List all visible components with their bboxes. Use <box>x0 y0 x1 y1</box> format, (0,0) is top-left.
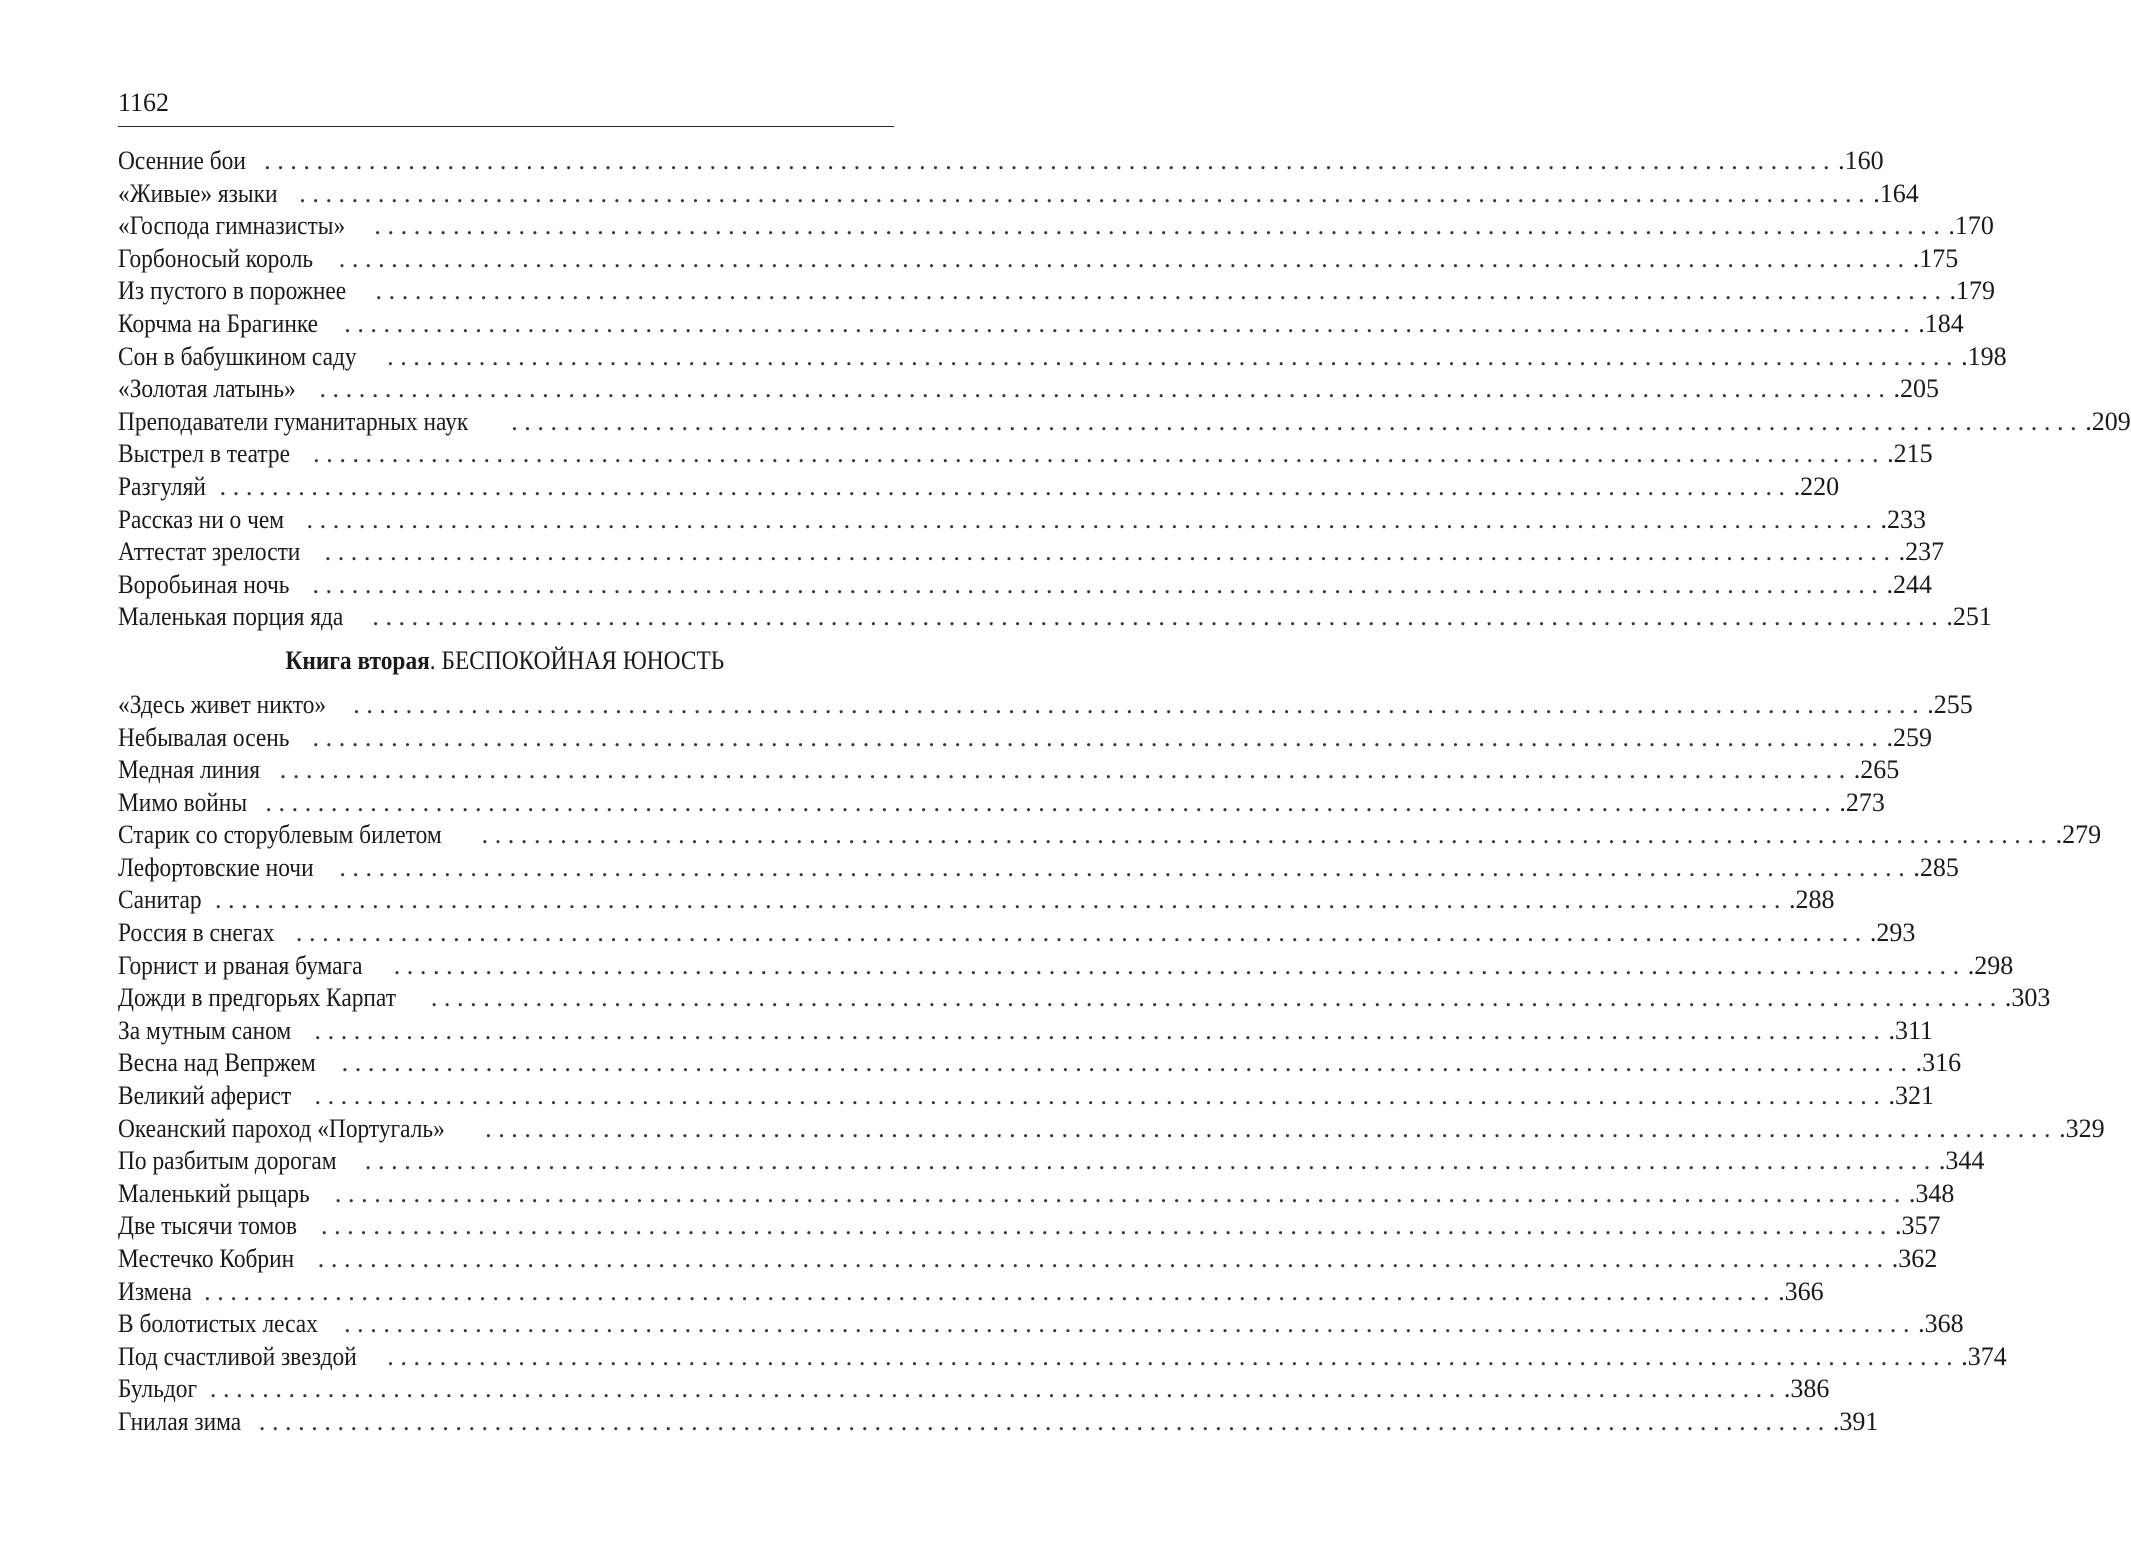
toc-entry <box>118 504 1927 537</box>
toc-entry <box>118 1308 1964 1341</box>
toc-entry-page: .259 <box>1886 722 1933 752</box>
toc-entry-title: Санитар <box>118 885 202 915</box>
toc-entry <box>118 884 1835 917</box>
toc-entry <box>118 1145 1985 1178</box>
toc-entry-page: .303 <box>2004 983 2051 1013</box>
toc-entry <box>118 341 2007 374</box>
toc-entry-page: .170 <box>1948 211 1994 241</box>
toc-entry-page: .209 <box>2085 406 2131 436</box>
toc-entry-title: Выстрел в театре <box>118 439 291 469</box>
dot-leader: ........................................................................................................................ <box>299 178 1872 208</box>
toc-entry-title: В болотистых лесах <box>118 1309 318 1339</box>
toc-entry-title: Из пустого в порожнее <box>118 276 347 306</box>
toc-entry-page: .237 <box>1898 537 1945 567</box>
toc-entry-page: .368 <box>1918 1309 1964 1339</box>
toc-entry-title: Рассказ ни о чем <box>118 504 285 534</box>
header-rule <box>118 126 894 127</box>
toc-entry-page: .288 <box>1788 885 1835 915</box>
toc-entry <box>118 754 1900 787</box>
toc-entry-page: .265 <box>1853 755 1900 785</box>
dot-leader: ........................................................................................................................ <box>374 211 1947 241</box>
toc-entry <box>118 569 1932 602</box>
toc-entry-page: .198 <box>1961 341 2007 371</box>
dot-leader: ........................................................................................................................ <box>319 374 1892 404</box>
toc-entry <box>118 145 1884 178</box>
toc-entry <box>118 982 2051 1015</box>
toc-list-part2 <box>118 689 2105 1439</box>
dot-leader: ........................................................................................................................ <box>353 689 1926 719</box>
toc-entry-page: .255 <box>1927 689 1973 719</box>
toc-entry-page: .374 <box>1961 1341 2007 1371</box>
table-of-contents <box>118 145 2131 1439</box>
dot-leader: ........................................................................................................................ <box>295 918 1868 948</box>
toc-entry-title: Мимо войны <box>118 787 248 817</box>
toc-entry <box>118 178 1919 211</box>
toc-entry-page: .316 <box>1915 1048 1962 1078</box>
toc-entry <box>118 1243 1938 1276</box>
toc-entry-page: .179 <box>1949 276 1996 306</box>
dot-leader: ........................................................................................................................ <box>209 1374 1782 1404</box>
toc-entry-title: Осенние бои <box>118 146 246 175</box>
toc-entry <box>118 601 1992 634</box>
dot-leader: ........................................................................................................................ <box>364 1146 1937 1176</box>
dot-leader: ........................................................................................................................ <box>341 1048 1914 1078</box>
dot-leader: ........................................................................................................................ <box>387 341 1960 371</box>
toc-entry-page: .386 <box>1783 1374 1830 1404</box>
dot-leader: ........................................................................................................................ <box>324 537 1897 567</box>
toc-entry-page: .205 <box>1893 374 1939 404</box>
toc-entry-page: .344 <box>1938 1146 1985 1176</box>
toc-entry-title: Дожди в предгорьях Карпат <box>118 983 396 1013</box>
toc-entry <box>118 1178 1955 1211</box>
toc-entry-title: Преподаватели гуманитарных наук <box>118 406 469 436</box>
toc-entry <box>118 787 1885 820</box>
toc-entry-page: .160 <box>1838 146 1884 175</box>
dot-leader: ........................................................................................................................ <box>511 406 2084 436</box>
toc-entry-title: «Золотая латынь» <box>118 374 296 404</box>
toc-entry-title: За мутным саном <box>118 1015 292 1045</box>
dot-leader: ........................................................................................................................ <box>344 1309 1917 1339</box>
toc-entry-title: Местечко Кобрин <box>118 1244 295 1273</box>
toc-entry-title: Корчма на Брагинке <box>118 308 319 338</box>
toc-entry-page: .175 <box>1912 243 1959 273</box>
dot-leader: ........................................................................................................................ <box>204 1276 1777 1306</box>
toc-entry-page: .273 <box>1839 787 1885 817</box>
toc-entry <box>118 722 1933 755</box>
dot-leader: ........................................................................................................................ <box>313 439 1886 469</box>
toc-entry-page: .329 <box>2059 1113 2105 1143</box>
toc-entry-page: .251 <box>1946 602 1992 632</box>
dot-leader: ........................................................................................................................ <box>320 1211 1893 1241</box>
toc-entry-page: .298 <box>1967 950 2014 980</box>
toc-entry-title: Воробьиная ночь <box>118 569 290 599</box>
toc-entry-title: Старик со сторублевым билетом <box>118 820 442 850</box>
toc-entry <box>118 1080 1934 1113</box>
toc-entry <box>118 950 2014 983</box>
dot-leader: ........................................................................................................................ <box>306 504 1879 534</box>
toc-entry-page: .321 <box>1888 1081 1934 1111</box>
toc-entry <box>118 1341 2007 1374</box>
toc-entry-title: По разбитым дорогам <box>118 1146 337 1176</box>
toc-entry <box>118 852 1959 885</box>
toc-entry-title: Небывалая осень <box>118 722 290 752</box>
page-number: 1162 <box>118 88 170 117</box>
dot-leader: ........................................................................................................................ <box>339 852 1912 882</box>
dot-leader: ........................................................................................................................ <box>317 1244 1890 1273</box>
toc-entry-title: Россия в снегах <box>118 918 275 948</box>
dot-leader: ........................................................................................................................ <box>265 787 1838 817</box>
section-heading <box>118 634 891 689</box>
dot-leader: ........................................................................................................................ <box>393 950 1966 980</box>
toc-entry-page: .357 <box>1894 1211 1941 1241</box>
toc-entry-title: Весна над Вепржем <box>118 1048 316 1078</box>
toc-entry-title: Бульдог <box>118 1374 198 1404</box>
toc-entry <box>118 308 1964 341</box>
toc-entry-page: .285 <box>1913 852 1959 882</box>
toc-entry-page: .391 <box>1832 1406 1879 1436</box>
toc-entry <box>118 275 1996 308</box>
toc-entry-title: Маленькая порция яда <box>118 602 344 632</box>
toc-entry-title: Медная линия <box>118 755 261 785</box>
toc-entry-title: Сон в бабушкином саду <box>118 341 357 371</box>
toc-entry-page: .220 <box>1793 471 1840 501</box>
toc-entry <box>118 536 1945 569</box>
toc-entry-page: .164 <box>1873 178 1919 208</box>
dot-leader: ........................................................................................................................ <box>219 471 1792 501</box>
dot-leader: ........................................................................................................................ <box>375 276 1948 306</box>
toc-entry-page: .184 <box>1918 308 1964 338</box>
toc-entry-page: .279 <box>2055 820 2102 850</box>
toc-entry-title: Измена <box>118 1276 192 1306</box>
dot-leader: ........................................................................................................................ <box>264 146 1837 175</box>
toc-entry-page: .233 <box>1880 504 1927 534</box>
toc-entry <box>118 917 1916 950</box>
toc-entry-title: Под счастливой звездой <box>118 1341 357 1371</box>
toc-entry <box>118 819 2102 852</box>
toc-entry <box>118 1047 1962 1080</box>
toc-entry <box>118 1210 1941 1243</box>
toc-entry-page: .366 <box>1778 1276 1824 1306</box>
toc-entry <box>118 1015 1934 1048</box>
toc-entry-title: Горбоносый король <box>118 243 314 273</box>
dot-leader: ........................................................................................................................ <box>372 602 1945 632</box>
toc-entry-title: Океанский пароход «Португаль» <box>118 1113 445 1143</box>
book-label: Книга вторая <box>285 645 430 675</box>
toc-entry-page: .215 <box>1887 439 1933 469</box>
section-separator: . <box>429 645 442 675</box>
toc-entry <box>118 210 1994 243</box>
dot-leader: ........................................................................................................................ <box>344 308 1917 338</box>
toc-entry <box>118 438 1933 471</box>
toc-entry <box>118 406 2131 439</box>
toc-entry <box>118 1373 1830 1406</box>
toc-entry-title: «Господа гимназисты» <box>118 211 346 241</box>
toc-entry-title: Гнилая зима <box>118 1406 242 1436</box>
toc-entry-title: «Живые» языки <box>118 178 278 208</box>
dot-leader: ........................................................................................................................ <box>314 1081 1887 1111</box>
toc-entry-title: Горнист и рваная бумага <box>118 950 363 980</box>
toc-entry <box>118 1406 1879 1439</box>
toc-entry <box>118 1276 1824 1309</box>
toc-entry-page: .311 <box>1888 1015 1934 1045</box>
toc-entry-title: Маленький рыцарь <box>118 1178 310 1208</box>
book-title: БЕСПОКОЙНАЯ ЮНОСТЬ <box>441 645 724 675</box>
toc-entry-title: Великий аферист <box>118 1081 292 1111</box>
dot-leader: ........................................................................................................................ <box>279 755 1852 785</box>
toc-entry <box>118 1113 2105 1146</box>
toc-entry <box>118 689 1973 722</box>
toc-list-part1 <box>118 145 2131 634</box>
dot-leader: ........................................................................................................................ <box>387 1341 1960 1371</box>
toc-entry <box>118 471 1840 504</box>
toc-entry-title: Лефортовские ночи <box>118 852 314 882</box>
toc-entry <box>118 373 1939 406</box>
toc-entry <box>118 243 1959 276</box>
dot-leader: ........................................................................................................................ <box>481 820 2054 850</box>
toc-entry-title: Две тысячи томов <box>118 1211 298 1241</box>
toc-entry-page: .362 <box>1891 1244 1938 1273</box>
toc-entry-title: «Здесь живет никто» <box>118 689 327 719</box>
dot-leader: ........................................................................................................................ <box>312 569 1885 599</box>
toc-entry-page: .293 <box>1869 918 1916 948</box>
dot-leader: ........................................................................................................................ <box>334 1178 1907 1208</box>
dot-leader: ........................................................................................................................ <box>314 1015 1887 1045</box>
dot-leader: ........................................................................................................................ <box>214 885 1787 915</box>
dot-leader: ........................................................................................................................ <box>430 983 2003 1013</box>
toc-entry-title: Аттестат зрелости <box>118 537 301 567</box>
toc-entry-page: .348 <box>1908 1178 1955 1208</box>
dot-leader: ........................................................................................................................ <box>338 243 1911 273</box>
toc-entry-title: Разгуляй <box>118 471 206 501</box>
toc-entry-page: .244 <box>1886 569 1932 599</box>
dot-leader: ........................................................................................................................ <box>485 1113 2058 1143</box>
dot-leader: ........................................................................................................................ <box>258 1406 1831 1436</box>
dot-leader: ........................................................................................................................ <box>312 722 1885 752</box>
